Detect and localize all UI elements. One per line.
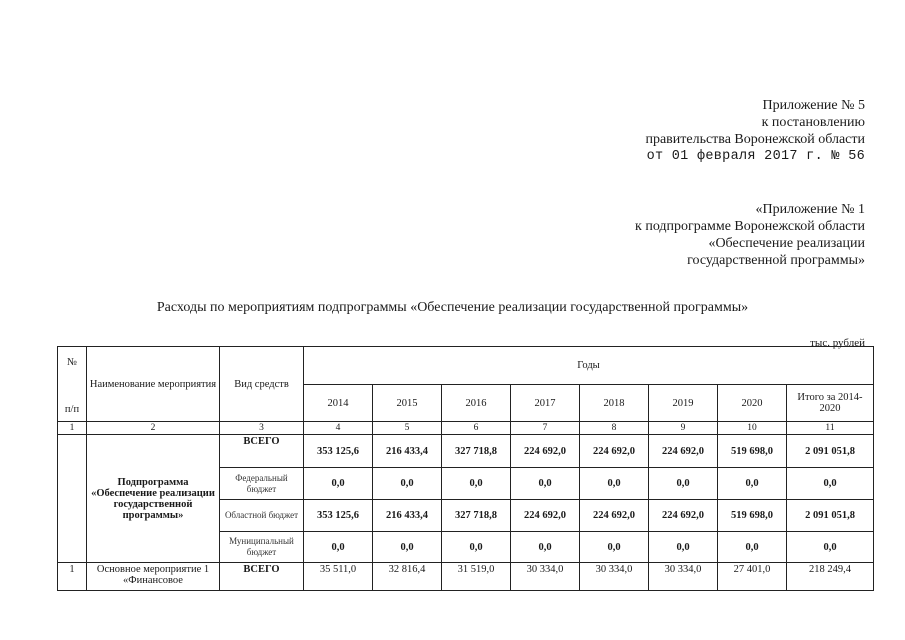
appendix-number: Приложение № 5 — [762, 98, 865, 113]
amount-cell: 30 334,0 — [649, 563, 718, 591]
col-type-header: Вид средств — [220, 347, 304, 422]
amount-cell: 224 692,0 — [649, 435, 718, 468]
document-title: Расходы по мероприятиям подпрограммы «Обеспечение реализации государственной программы» — [156, 300, 749, 315]
amount-cell: 218 249,4 — [787, 563, 874, 591]
index-cell: 10 — [718, 422, 787, 435]
index-cell: 8 — [580, 422, 649, 435]
index-cell: 6 — [442, 422, 511, 435]
subappendix-subprogram: к подпрограмме Воронежской области — [635, 219, 865, 234]
amount-cell: 224 692,0 — [649, 500, 718, 532]
amount-cell: 353 125,6 — [304, 500, 373, 532]
col-num-header-sub: п/п — [58, 385, 87, 422]
amount-cell: 0,0 — [442, 532, 511, 563]
index-row — [58, 422, 874, 435]
amount-cell: 0,0 — [304, 532, 373, 563]
appendix-date: от 01 февраля 2017 г. № 56 — [646, 149, 865, 164]
index-cell: 11 — [787, 422, 874, 435]
header-row-1 — [58, 347, 874, 385]
subappendix-title-1: «Обеспечение реализации — [708, 236, 865, 251]
index-cell: 2 — [87, 422, 220, 435]
funding-type: ВСЕГО — [220, 435, 304, 468]
amount-cell: 0,0 — [718, 468, 787, 500]
year-2020: 2020 — [718, 385, 787, 422]
amount-cell: 0,0 — [373, 468, 442, 500]
amount-cell: 0,0 — [580, 532, 649, 563]
amount-cell: 216 433,4 — [373, 435, 442, 468]
col-name-header: Наименование мероприятия — [87, 347, 220, 422]
amount-cell: 0,0 — [511, 468, 580, 500]
index-cell: 7 — [511, 422, 580, 435]
subappendix-number: «Приложение № 1 — [755, 202, 865, 217]
amount-cell: 30 334,0 — [580, 563, 649, 591]
amount-cell: 0,0 — [718, 532, 787, 563]
index-cell: 9 — [649, 422, 718, 435]
amount-cell: 0,0 — [442, 468, 511, 500]
year-2018: 2018 — [580, 385, 649, 422]
year-2016: 2016 — [442, 385, 511, 422]
subappendix-title-2: государственной программы» — [687, 253, 865, 268]
amount-cell: 224 692,0 — [511, 435, 580, 468]
amount-cell: 32 816,4 — [373, 563, 442, 591]
program-row — [58, 435, 874, 468]
amount-cell: 0,0 — [511, 532, 580, 563]
amount-cell: 2 091 051,8 — [787, 500, 874, 532]
amount-cell: 216 433,4 — [373, 500, 442, 532]
amount-cell: 0,0 — [373, 532, 442, 563]
amount-cell: 30 334,0 — [511, 563, 580, 591]
year-total: Итого за 2014-2020 — [787, 385, 874, 422]
year-2019: 2019 — [649, 385, 718, 422]
amount-cell: 224 692,0 — [580, 500, 649, 532]
amount-cell: 519 698,0 — [718, 435, 787, 468]
amount-cell: 224 692,0 — [511, 500, 580, 532]
amount-cell: 0,0 — [649, 532, 718, 563]
amount-cell: 0,0 — [649, 468, 718, 500]
amount-cell: 0,0 — [304, 468, 373, 500]
subappendix-header — [635, 201, 865, 269]
col-num-header: № — [58, 347, 87, 385]
activity-name: Основное мероприятие 1 «Финансовое — [87, 563, 220, 591]
funding-type: Муниципальный бюджет — [220, 532, 304, 563]
appendix-header — [645, 97, 865, 165]
amount-cell: 0,0 — [787, 468, 874, 500]
appendix-government: правительства Воронежской области — [645, 132, 865, 147]
year-2014: 2014 — [304, 385, 373, 422]
amount-cell: 327 718,8 — [442, 500, 511, 532]
amount-cell: 0,0 — [580, 468, 649, 500]
amount-cell: 31 519,0 — [442, 563, 511, 591]
units-label: тыс. рублей — [810, 337, 865, 349]
program-name: Подпрограмма «Обеспечение реализации государственной программы» — [87, 435, 220, 563]
amount-cell: 35 511,0 — [304, 563, 373, 591]
amount-cell: 353 125,6 — [304, 435, 373, 468]
amount-cell: 327 718,8 — [442, 435, 511, 468]
year-2015: 2015 — [373, 385, 442, 422]
amount-cell: 27 401,0 — [718, 563, 787, 591]
funding-type: ВСЕГО — [220, 563, 304, 591]
expenses-table — [57, 346, 874, 591]
amount-cell: 519 698,0 — [718, 500, 787, 532]
activity-row — [58, 563, 874, 591]
col-years-header: Годы — [304, 347, 874, 385]
appendix-resolution: к постановлению — [761, 115, 865, 130]
index-cell: 1 — [58, 422, 87, 435]
amount-cell: 224 692,0 — [580, 435, 649, 468]
amount-cell: 2 091 051,8 — [787, 435, 874, 468]
amount-cell: 0,0 — [787, 532, 874, 563]
year-2017: 2017 — [511, 385, 580, 422]
program-num-cell — [58, 435, 87, 563]
index-cell: 5 — [373, 422, 442, 435]
index-cell: 3 — [220, 422, 304, 435]
funding-type: Федеральный бюджет — [220, 468, 304, 500]
funding-type: Областной бюджет — [220, 500, 304, 532]
activity-num: 1 — [58, 563, 87, 591]
index-cell: 4 — [304, 422, 373, 435]
